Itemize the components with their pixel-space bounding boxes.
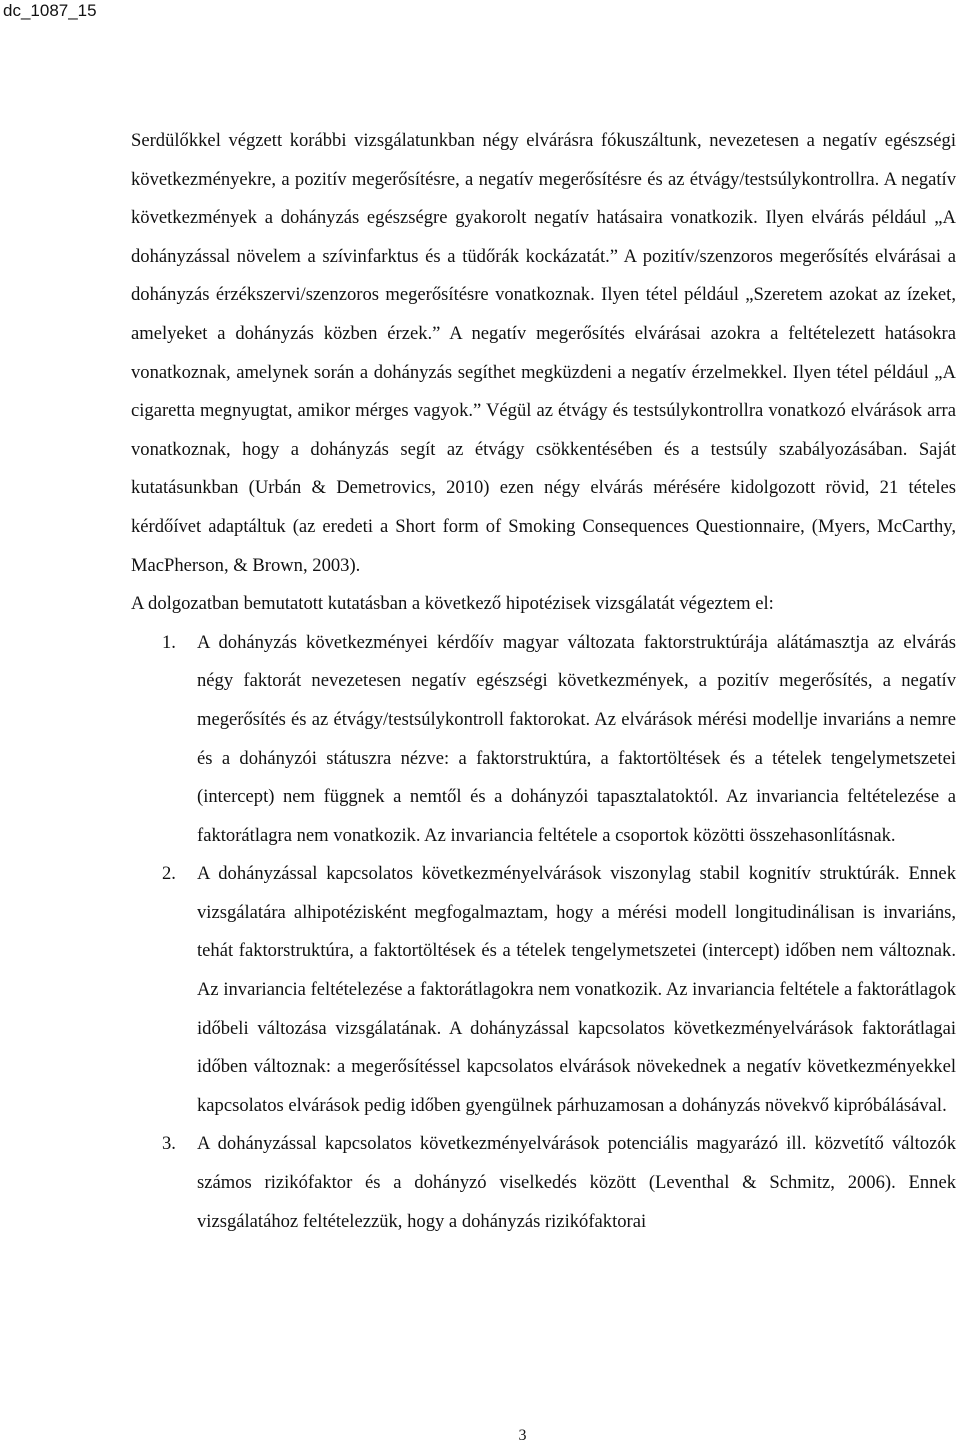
hypothesis-text: A dohányzással kapcsolatos következményelvárások viszonylag stabil kognitív struktúrák. Ennek vizsgálatára alhipotézisként megfogalmaztam, hogy a mérési modell longitudinálisan is invariáns, tehát faktorstruktúra, a faktortöltések és a tételek tengelymetszetei (intercept) időben nem változnak. Az invariancia feltételezése a faktorátlagokra nem vonatkozik. Az invariancia feltétele a faktorátlagok időbeli változása vizsgálatának. A dohányzással kapcsolatos következményelvárások faktorátlagai időben változnak: a megerősítéssel kapcsolatos elvárások növekednek a negatív következményekkel kapcsolatos elvárások pedig időben gyengülnek párhuzamosan a dohányzás növekvő kipróbálásával. bbox=[197, 863, 956, 1116]
hypothesis-item-3 bbox=[131, 1125, 956, 1241]
hypothesis-number: 2. bbox=[162, 863, 176, 885]
page-body bbox=[131, 122, 956, 1241]
hypotheses-list bbox=[131, 624, 956, 1242]
hypotheses-intro: A dolgozatban bemutatott kutatásban a következő hipotézisek vizsgálatát végeztem el: bbox=[131, 593, 774, 615]
hypothesis-number: 3. bbox=[162, 1133, 176, 1155]
hypothesis-item-1 bbox=[131, 624, 956, 856]
hypothesis-item-2 bbox=[131, 855, 956, 1125]
hypothesis-text: A dohányzással kapcsolatos következményelvárások potenciális magyarázó ill. közvetítő változók számos rizikófaktor és a dohányzó viselkedés között (Leventhal & Schmitz, 2006). Ennek vizsgálatához feltételezzük, hogy a dohányzás rizikófaktorai bbox=[197, 1133, 956, 1232]
hypothesis-number: 1. bbox=[162, 631, 176, 653]
hypothesis-text: A dohányzás következményei kérdőív magyar változata faktorstruktúrája alátámasztja az elvárás négy faktorát nevezetesen negatív egészségi következmények, a pozitív megerősítés, a negatív megerősítés és az étvágy/testsúlykontroll faktorokat. Az elvárások mérési modellje invariáns a nemre és a dohányzói státuszra nézve: a faktorstruktúra, a faktortöltések és a tételek tengelymetszetei (intercept) nem függnek a nemtől és a dohányzói tapasztalatoktól. Az invariancia feltételezése a faktorátlagra nem vonatkozik. Az invariancia feltétele a csoportok közötti összehasonlításnak. bbox=[197, 631, 956, 846]
document-id: dc_1087_15 bbox=[3, 1, 97, 20]
body-paragraph: Serdülőkkel végzett korábbi vizsgálatunkban négy elvárásra fókuszáltunk, nevezetesen a negatív egészségi következményekre, a pozitív megerősítésre, a negatív megerősítésre és az étvágy/testsúlykontrollra. A negatív következmények a dohányzás egészségre gyakorolt negatív hatásaira vonatkozik. Ilyen elvárás például „A dohányzással növelem a szívinfarktus és a tüdőrák kockázatát.” A pozitív/szenzoros megerősítés elvárásai a dohányzás érzékszervi/szenzoros megerősítésre vonatkoznak. Ilyen tétel például „Szeretem azokat az ízeket, amelyeket a dohányzás közben érzek.” A negatív megerősítés elvárásai azokra a feltételezett hatásokra vonatkoznak, amelynek során a dohányzás segíthet megküzdeni a negatív érzelmekkel. Ilyen tétel például „A cigaretta megnyugtat, amikor mérges vagyok.” Végül az étvágy és testsúlykontrollra vonatkozó elvárások arra vonatkoznak, hogy a dohányzás segít az étvágy csökkentésében és a testsúly szabályozásában. Saját kutatásunkban (Urbán & Demetrovics, 2010) ezen négy elvárás mérésére kidolgozott rövid, 21 tételes kérdőívet adaptáltuk (az eredeti a Short form of Smoking Consequences Questionnaire, (Myers, McCarthy, MacPherson, & Brown, 2003). bbox=[131, 130, 956, 576]
page-number: 3 bbox=[518, 1427, 527, 1444]
